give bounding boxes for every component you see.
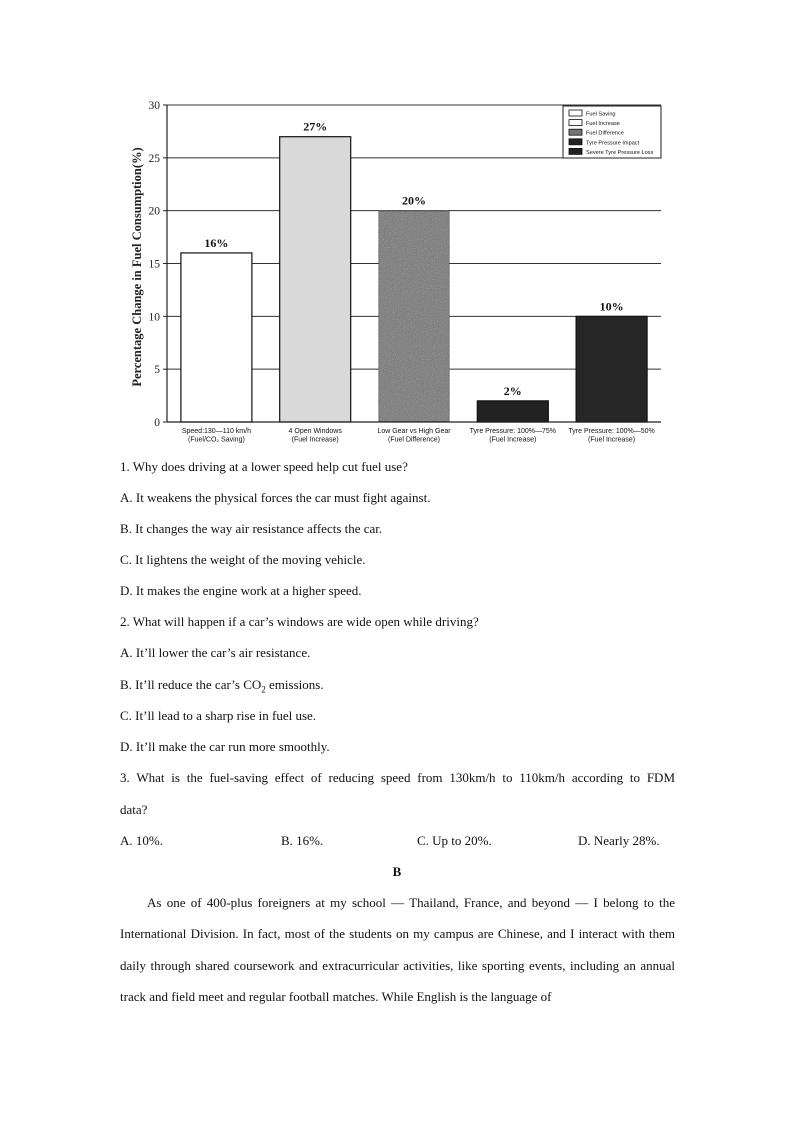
legend-label: Tyre Pressure Impact xyxy=(586,140,640,147)
bar-data-label: 2% xyxy=(503,383,522,398)
legend-swatch xyxy=(569,129,582,135)
bar xyxy=(576,316,647,422)
legend-label: Fuel Difference xyxy=(586,130,624,137)
bar xyxy=(280,137,351,422)
q3-options xyxy=(120,833,680,849)
q3-option-c: C. Up to 20%. xyxy=(417,833,492,848)
y-axis-ticks xyxy=(149,100,168,429)
q1-option-b: B. It changes the way air resistance affects the car. xyxy=(120,521,383,536)
x-tick-label: (Fuel Increase) xyxy=(588,436,636,444)
legend-swatch xyxy=(569,110,582,116)
q2-option-d: D. It’ll make the car run more smoothly. xyxy=(120,739,330,754)
q1-option-d: D. It makes the engine work at a higher speed. xyxy=(120,583,362,598)
bars xyxy=(181,137,647,422)
legend xyxy=(563,106,661,158)
legend-label: Severe Tyre Pressure Loss xyxy=(586,149,654,156)
x-tick-label: Tyre Pressure: 100%—50% xyxy=(568,428,655,435)
question-3-continued: data? xyxy=(120,802,148,817)
section-heading: B xyxy=(392,864,402,879)
bar xyxy=(477,401,548,422)
q3-option-b: B. 16%. xyxy=(281,833,324,848)
q2-option-a: A. It’ll lower the car’s air resistance. xyxy=(120,645,311,660)
legend-label: Fuel Increase xyxy=(586,121,620,128)
fuel-consumption-chart xyxy=(120,95,680,450)
x-axis-labels xyxy=(182,428,655,444)
x-tick-label: Low Gear vs High Gear xyxy=(377,428,451,435)
x-tick-label: (Fuel/CO₂ Saving) xyxy=(188,436,245,444)
q2-option-c: C. It’ll lead to a sharp rise in fuel use. xyxy=(120,708,317,723)
question-2: 2. What will happen if a car’s windows are wide open while driving? xyxy=(120,614,479,629)
question-1: 1. Why does driving at a lower speed help cut fuel use? xyxy=(120,459,408,474)
passage-paragraph: As one of 400-plus foreigners at my school — Thailand, France, and beyond — I belong to the International Division. In fact, most of the students on my campus are Chinese, and I interact with them daily through shared coursework and extracurricular activities, like sporting events, including an annual track and field meet and regular football matches. While English is the language of xyxy=(120,895,675,1004)
q3-option-d: D. Nearly 28%. xyxy=(578,833,660,848)
y-tick-label: 25 xyxy=(148,152,160,165)
q3-option-a: A. 10%. xyxy=(120,833,163,848)
question-3: 3. What is the fuel-saving effect of reducing speed from 130km/h to 110km/h according to FDM xyxy=(120,770,675,785)
bar xyxy=(379,211,450,422)
x-tick-label: (Fuel Increase) xyxy=(489,436,537,444)
y-axis-label: Percentage Change in Fuel Consumption(%) xyxy=(130,147,144,387)
q1-option-c: C. It lightens the weight of the moving vehicle. xyxy=(120,552,366,567)
y-tick-label: 20 xyxy=(148,205,160,218)
bar-data-label: 16% xyxy=(204,235,229,250)
legend-label: Fuel Saving xyxy=(586,111,616,118)
x-tick-label: Tyre Pressure: 100%—75% xyxy=(469,428,556,435)
legend-swatch xyxy=(569,139,582,145)
legend-swatch xyxy=(569,148,582,154)
q2-option-b: B. It’ll reduce the car’s $CO_2$ emissions. xyxy=(120,677,324,695)
y-tick-label: 10 xyxy=(148,311,160,324)
y-tick-label: 30 xyxy=(148,100,160,112)
bar-data-label: 27% xyxy=(303,119,328,134)
x-tick-label: (Fuel Increase) xyxy=(291,436,339,444)
bar-data-label: 20% xyxy=(402,193,426,208)
y-tick-label: 0 xyxy=(154,417,160,429)
q1-option-a: A. It weakens the physical forces the car must fight against. xyxy=(120,490,431,505)
bar xyxy=(181,253,252,422)
x-tick-label: (Fuel Difference) xyxy=(387,436,441,444)
y-tick-label: 15 xyxy=(148,258,160,271)
y-tick-label: 5 xyxy=(154,364,160,377)
x-tick-label: Speed:130—110 km/h xyxy=(181,428,251,435)
x-tick-label: 4 Open Windows xyxy=(288,428,342,435)
legend-swatch xyxy=(569,120,582,126)
bar-data-label: 10% xyxy=(599,299,624,314)
